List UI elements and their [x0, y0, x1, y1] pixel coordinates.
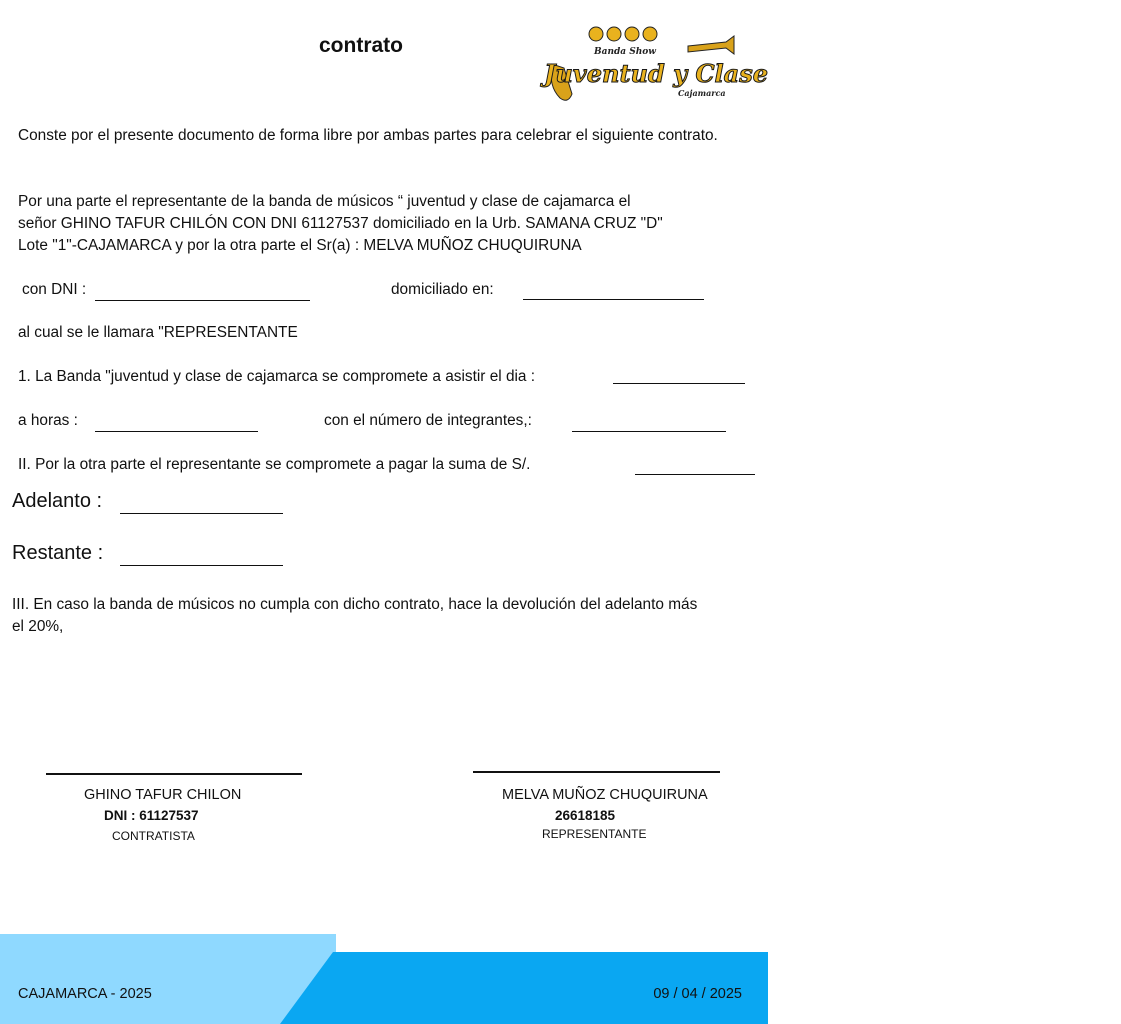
- logo-line1: Banda Show: [594, 47, 657, 57]
- domicile-label: domiciliado en:: [391, 281, 494, 298]
- dni-field[interactable]: [95, 284, 310, 306]
- band-logo: [538, 24, 768, 106]
- clause-3: III. En caso la banda de músicos no cumpla con dicho contrato, hace la devolución del adelanto más el 20%,: [12, 596, 698, 635]
- right-signature-line: [473, 771, 720, 773]
- right-signer-name: MELVA MUÑOZ CHUQUIRUNA: [502, 787, 708, 803]
- members-label: con el número de integrantes,:: [324, 412, 532, 429]
- social-icons: [589, 27, 657, 41]
- advance-label: Adelanto :: [12, 490, 103, 512]
- logo-line3: Cajamarca: [678, 88, 726, 98]
- logo-line2: Juventud y Clase: [544, 59, 768, 88]
- representative-clause: al cual se le llamara "REPRESENTANTE: [18, 324, 298, 341]
- hours-label: a horas :: [18, 412, 78, 429]
- intro-paragraph: Conste por el presente documento de forma libre por ambas partes para celebrar el siguiente contrato.: [18, 127, 718, 144]
- parties-paragraph: [18, 191, 748, 257]
- left-signature-line: [46, 773, 302, 775]
- footer-band-light: [0, 934, 336, 1024]
- advance-field[interactable]: [120, 497, 283, 519]
- parties-line-1: Por una parte el representante de la banda de músicos “ juventud y clase de cajamarca el: [18, 193, 631, 210]
- clause-2: II. Por la otra parte el representante se compromete a pagar la suma de S/.: [18, 456, 531, 473]
- parties-line-2: señor GHINO TAFUR CHILÓN CON DNI 61127537 domiciliado en la Urb. SAMANA CRUZ "D": [18, 215, 663, 232]
- amount-field[interactable]: [635, 458, 755, 480]
- footer-date: 09 / 04 / 2025: [653, 986, 742, 1002]
- date-field[interactable]: [613, 367, 745, 389]
- document-title: contrato: [319, 34, 403, 57]
- remaining-field[interactable]: [120, 549, 283, 571]
- right-signer-dni: 26618185: [555, 808, 616, 823]
- footer-location: CAJAMARCA - 2025: [18, 986, 152, 1002]
- members-field[interactable]: [572, 415, 726, 437]
- parties-line-3: Lote "1"-CAJAMARCA y por la otra parte el Sr(a) : MELVA MUÑOZ CHUQUIRUNA: [18, 237, 582, 254]
- remaining-label: Restante :: [12, 542, 104, 564]
- clause-1: 1. La Banda "juventud y clase de cajamarca se compromete a asistir el dia :: [18, 368, 536, 385]
- left-signer-dni: DNI : 61127537: [104, 808, 199, 823]
- dni-label: con DNI :: [22, 281, 87, 298]
- right-signer-role: REPRESENTANTE: [542, 827, 647, 841]
- trumpet-icon: [688, 36, 734, 54]
- hours-field[interactable]: [95, 415, 258, 437]
- left-signer-name: GHINO TAFUR CHILON: [84, 787, 242, 803]
- domicile-field[interactable]: [523, 283, 704, 305]
- left-signer-role: CONTRATISTA: [112, 829, 195, 843]
